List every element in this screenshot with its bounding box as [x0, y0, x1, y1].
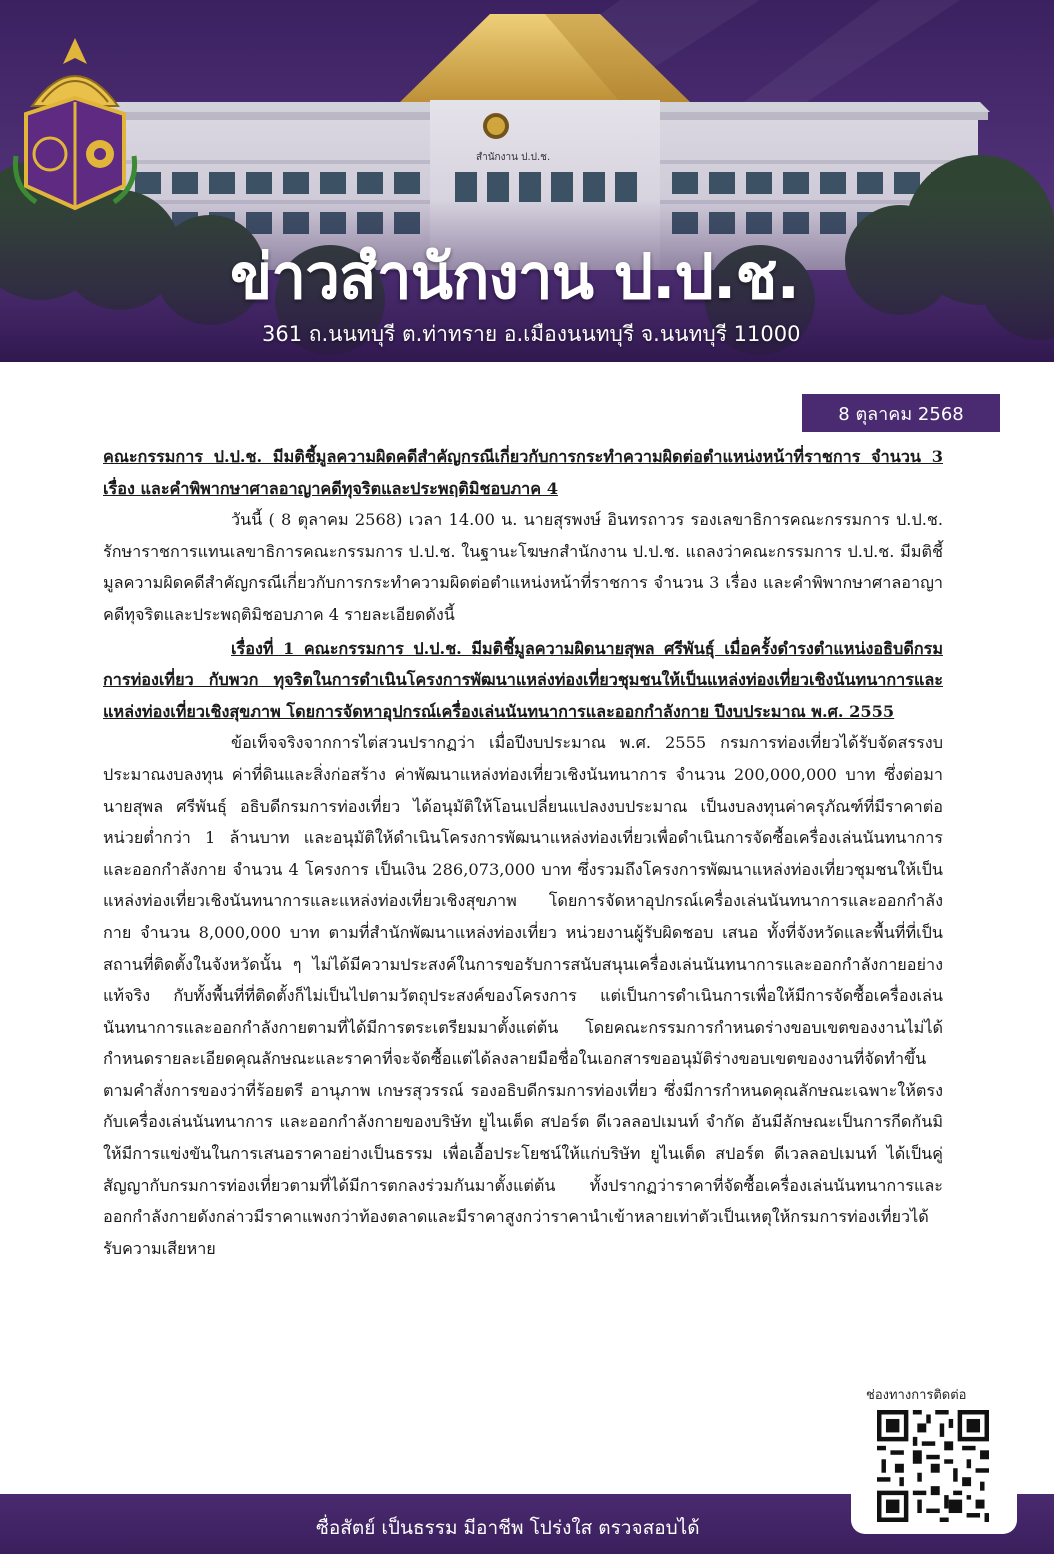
office-address: 361 ถ.นนทบุรี ต.ท่าทราย อ.เมืองนนทบุรี จ.นนทบุรี 11000	[262, 322, 801, 346]
contact-label: ช่องทางการติดต่อ	[866, 1388, 967, 1403]
page-title: ข่าวสำนักงาน ป.ป.ช.	[230, 240, 800, 313]
nacc-emblem-icon	[12, 36, 138, 214]
article-headline: คณะกรรมการ ป.ป.ช. มีมติชี้มูลความผิดคดีสำคัญกรณีเกี่ยวกับการกระทำความผิดต่อตำแหน่งหน้าที่ราชการ จำนวน 3 เรื่อง และคำพิพากษาศาลอาญาคดีทุจริตและประพฤติมิชอบภาค 4	[103, 447, 943, 498]
story-1-body: ข้อเท็จจริงจากการไต่สวนปรากฏว่า เมื่อปีงบประมาณ พ.ศ. 2555 กรมการท่องเที่ยวได้รับจัดสรรงบประมาณงบลงทุน ค่าที่ดินและสิ่งก่อสร้าง ค่าพัฒนาแหล่งท่องเที่ยวเชิงนันทนาการ จำนวน 200,000,000 บาท ซึ่งต่อมานายสุพล ศรีพันธุ์ อธิบดีกรมการท่องเที่ยว ได้อนุมัติให้โอนเปลี่ยนแปลงงบประมาณ เป็นงบลงทุนค่าครุภัณฑ์ที่มีราคาต่อหน่วยต่ำกว่า 1 ล้านบาท และอนุมัติให้ดำเนินโครงการพัฒนาแหล่งท่องเที่ยวเพื่อดำเนินการจัดซื้อเครื่องเล่นนันทนาการและออกกำลังกาย จำนวน 4 โครงการ เป็นเงิน 286,073,000 บาท ซึ่งรวมถึงโครงการพัฒนาแหล่งท่องเที่ยวชุมชนให้เป็นแหล่งท่องเที่ยวเชิงนันทนาการและแหล่งท่องเที่ยวเชิงสุขภาพ โดยการจัดหาอุปกรณ์เครื่องเล่นนันทนาการและออกกำลังกาย จำนวน 8,000,000 บาท ตามที่สำนักพัฒนาแหล่งท่องเที่ยว หน่วยงานผู้รับผิดชอบ เสนอ ทั้งที่จังหวัดและพื้นที่ที่เป็นสถานที่ติดตั้งในจังหวัดนั้น ๆ ไม่ได้มีความประสงค์ในการขอรับการสนับสนุนเครื่องเล่นนันทนาการและออกกำลังกายอย่างแท้จริง กับทั้งพื้นที่ที่ติดตั้งก็ไม่เป็นไปตามวัตถุประสงค์ของโครงการ แต่เป็นการดำเนินการเพื่อให้มีการจัดซื้อเครื่องเล่นนันทนาการและออกกำลังกายตามที่ได้มีการตระเตรียมมาตั้งแต่ต้น โดยคณะกรรมการกำหนดร่างขอบเขตของงานไม่ได้กำหนดรายละเอียดคุณลักษณะและราคาที่จะจัดซื้อแต่ได้ลงลายมือชื่อในเอกสารขออนุมัติร่างขอบเขตของงานที่จัดทำขึ้นตามคำสั่งการของว่าที่ร้อยตรี อานุภาพ เกษรสุวรรณ์ รองอธิบดีกรมการท่องเที่ยว ซึ่งมีการกำหนดคุณลักษณะเฉพาะให้ตรงกับเครื่องเล่นนันทนาการ และออกกำลังกายของบริษัท ยูไนเต็ด สปอร์ต ดีเวลลอปเมนท์ จำกัด อันมีลักษณะเป็นการกีดกันมิให้มีการแข่งขันในการเสนอราคาอย่างเป็นธรรม เพื่อเอื้อประโยชน์ให้แก่บริษัท ยูไนเต็ด สปอร์ต ดีเวลลอปเมนท์ ได้เป็นคู่สัญญากับกรมการท่องเที่ยวตามที่ได้มีการตกลงร่วมกันมาตั้งแต่ต้น ทั้งปรากฏว่าราคาที่จัดซื้อเครื่องเล่นนันทนาการและออกกำลังกายดังกล่าวมีราคาแพงกว่าท้องตลาดและมีราคาสูงกว่าราคานำเข้าหลายเท่าตัวเป็นเหตุให้กรมการท่องเที่ยวได้รับความเสียหาย	[103, 733, 943, 1258]
date-badge: 8 ตุลาคม 2568	[802, 394, 1000, 432]
lead-paragraph: วันนี้ ( 8 ตุลาคม 2568) เวลา 14.00 น. นายสุรพงษ์ อินทรถาวร รองเลขาธิการคณะกรรมการ ป.ป.ช. รักษาราชการแทนเลขาธิการคณะกรรมการ ป.ป.ช. ในฐานะโฆษกสำนักงาน ป.ป.ช. แถลงว่าคณะกรรมการ ป.ป.ช. มีมติชี้มูลความผิดคดีสำคัญกรณีเกี่ยวกับการกระทำความผิดต่อตำแหน่งหน้าที่ราชการ จำนวน 3 เรื่อง และคำพิพากษาศาลอาญาคดีทุจริตและประพฤติมิชอบภาค 4 รายละเอียดดังนี้	[103, 510, 943, 624]
footer-slogan: ซื่อสัตย์ เป็นธรรม มีอาชีพ โปร่งใส ตรวจสอบได้	[316, 1517, 700, 1539]
header-banner	[0, 0, 1054, 362]
qr-code-icon[interactable]	[877, 1410, 989, 1522]
article-body	[103, 441, 943, 1264]
story-1-title: เรื่องที่ 1 คณะกรรมการ ป.ป.ช. มีมติชี้มูลความผิดนายสุพล ศรีพันธุ์ เมื่อครั้งดำรงตำแหน่งอธิบดีกรมการท่องเที่ยว กับพวก ทุจริตในการดำเนินโครงการพัฒนาแหล่งท่องเที่ยวชุมชนให้เป็นแหล่งท่องเที่ยวเชิงนันทนาการและแหล่งท่องเที่ยวเชิงสุขภาพ โดยการจัดหาอุปกรณ์เครื่องเล่นนันทนาการและออกกำลังกาย ปีงบประมาณ พ.ศ. 2555	[103, 638, 943, 721]
